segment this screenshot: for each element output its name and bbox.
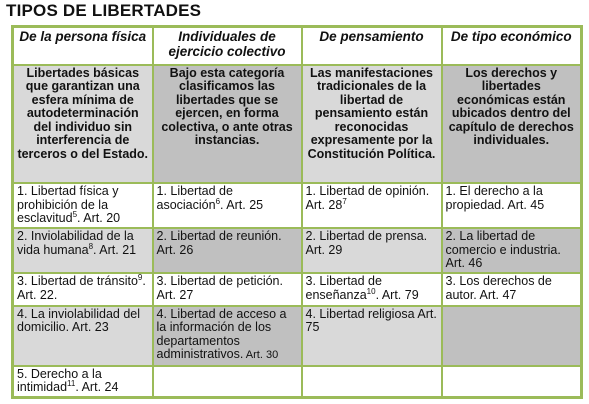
table-cell [442,306,582,366]
liberties-table [11,25,583,399]
header-cell: Individuales de ejercicio colectivo [153,27,302,65]
table-cell: 1. Libertad de opinión. Art. $28^7$ [302,183,442,228]
table-cell: 3. Libertad de tránsito$^9$. Art. 22. [13,273,153,305]
description-cell: Los derechos y libertades económicas están ubicados dentro del capítulo de derechos individuales. [442,65,582,184]
table-row [13,228,582,273]
header-cell: De tipo económico [442,27,582,65]
table-cell: 1. El derecho a la propiedad. Art. 45 [442,183,582,228]
header-cell: De la persona física [13,27,153,65]
page-title: TIPOS DE LIBERTADES [6,1,202,20]
description-cell: Las manifestaciones tradicionales de la libertad de pensamiento están reconocidas expresamente por la Constitución Política. [302,65,442,184]
table-cell: 2. Libertad de prensa. Art. 29 [302,228,442,273]
table-cell: 2. Inviolabilidad de la vida humana$^8$. Art. 21 [13,228,153,273]
table-cell: 2. Libertad de reunión. Art. 26 [153,228,302,273]
header-row [13,27,582,65]
table-row [13,273,582,305]
description-cell: Libertades básicas que garantizan una esfera mínima de autodeterminación del individuo sin interferencia de terceros o del Estado. [13,65,153,184]
table-cell: 5. Derecho a la intimidad$^{11}$. Art. 24 [13,366,153,398]
table-cell: 4. Libertad de acceso a la información de los departamentos administrativos. Art. 30 [153,306,302,366]
table-row [13,183,582,228]
table-cell: 4. La inviolabilidad del domicilio. Art. 23 [13,306,153,366]
description-cell: Bajo esta categoría clasificamos las libertades que se ejercen, en forma colectiva, o ante otras instancias. [153,65,302,184]
table-cell: 4. Libertad religiosa Art. 75 [302,306,442,366]
table-cell [302,366,442,398]
table-cell [442,366,582,398]
table-cell: 1. Libertad de asociación$^6$. Art. 25 [153,183,302,228]
table-row [13,366,582,398]
table-cell [153,366,302,398]
table-cell: 1. Libertad física y prohibición de la esclavitud$^5$. Art. 20 [13,183,153,228]
table-cell: 3. Libertad de petición. Art. 27 [153,273,302,305]
table-cell: 3. Libertad de enseñanza$^{10}$. Art. 79 [302,273,442,305]
table-cell: 3. Los derechos de autor. Art. 47 [442,273,582,305]
table-row [13,306,582,366]
header-cell: De pensamiento [302,27,442,65]
description-row [13,65,582,184]
table-cell: 2. La libertad de comercio e industria. Art. 46 [442,228,582,273]
